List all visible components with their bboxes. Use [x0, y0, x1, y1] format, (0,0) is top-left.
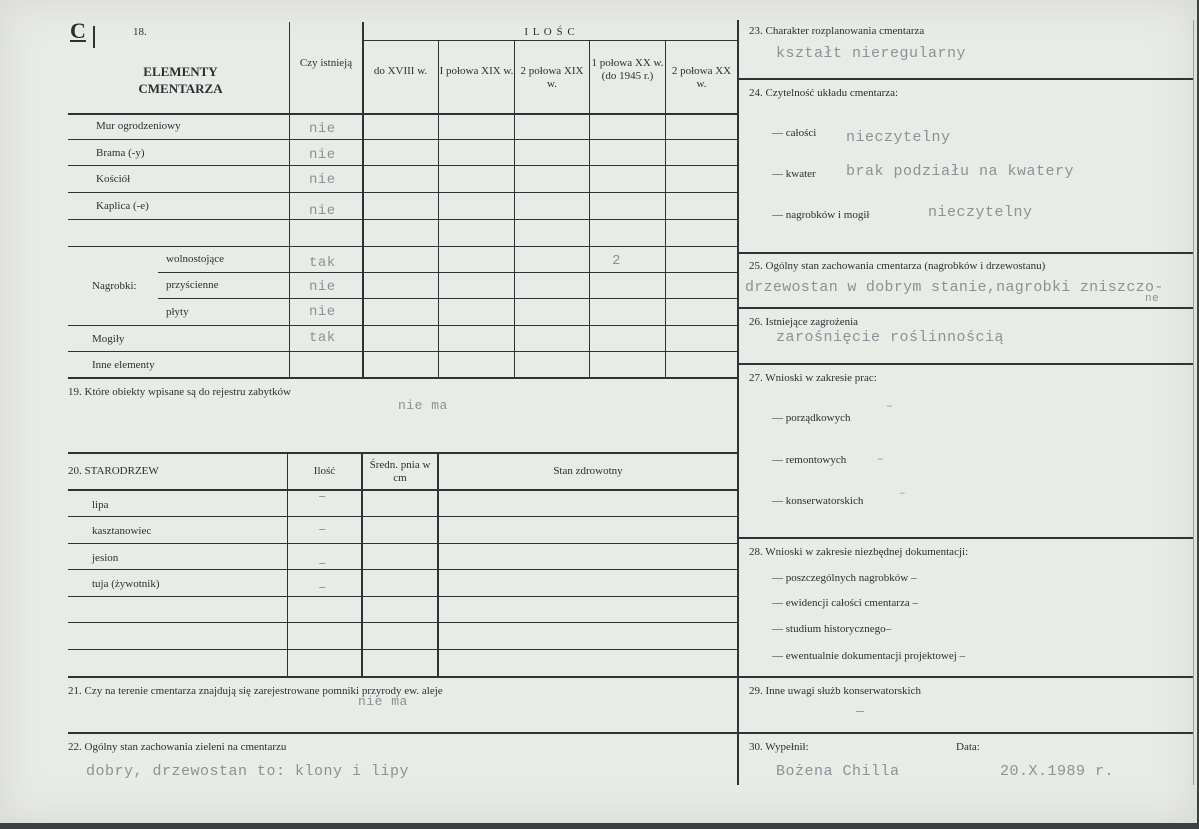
documentation-item: — poszczególnych nagrobków – — [772, 572, 917, 584]
documentation-item: — ewidencji całości cmentarza – — [772, 597, 918, 609]
col-header-4: 1 połowa XX w. (do 1945 r.) — [591, 57, 664, 83]
section-21-value: nie ma — [358, 694, 408, 709]
col-header-3: 2 połowa XIX w. — [520, 65, 584, 91]
tree-row-count: – — [318, 580, 327, 596]
legibility-item-value: nieczytelny — [846, 129, 951, 146]
section-23-label: 23. Charakter rozplanowania cmentarza — [749, 25, 925, 37]
row-exists-value: nie — [309, 304, 336, 320]
card-letter: C — [70, 18, 86, 43]
col-header-5: 2 połowa XX w. — [671, 65, 732, 91]
section-22-value: dobry, drzewostan to: klony i lipy — [86, 763, 410, 780]
documentation-item: — studium historycznego– — [772, 623, 892, 635]
row-exists-value: nie — [309, 203, 336, 219]
tree-row-name: kasztanowiec — [92, 525, 152, 537]
tree-row-count: – — [318, 556, 327, 572]
col-srednica: Średn. pnia w cm — [369, 459, 431, 485]
row-exists-value: tak — [309, 330, 336, 346]
section-20-label: 20. STARODRZEW — [68, 465, 159, 477]
section-18-title: ELEMENTY CMENTARZA — [138, 64, 223, 96]
nagrobki-label: Nagrobki: — [92, 280, 137, 292]
col-header-2: I połowa XIX w. — [439, 65, 514, 77]
section-22-label: 22. Ogólny stan zachowania zieleni na cmentarzu — [68, 741, 287, 753]
section-24-label: 24. Czytelność układu cmentarza: — [749, 87, 899, 99]
section-26-value: zarośnięcie roślinnością — [776, 329, 1005, 346]
legibility-item-label: — całości — [772, 127, 817, 139]
row-exists-value: nie — [309, 121, 336, 137]
filled-by-name: Bożena Chilla — [776, 763, 900, 780]
legibility-item-value: nieczytelny — [928, 204, 1033, 221]
section-25-value: drzewostan w dobrym stanie,nagrobki zniszczo- — [745, 279, 1164, 296]
row-label: Mur ogrodzeniowy — [96, 120, 181, 132]
row-label: wolnostojące — [166, 253, 225, 265]
work-item-dash: – — [886, 401, 894, 413]
documentation-item: — ewentualnie dokumentacji projektowej – — [772, 650, 966, 662]
work-item-dash: – — [877, 454, 885, 466]
row-exists-value: tak — [309, 255, 336, 271]
section-30-label: 30. Wypełnił: — [749, 741, 809, 753]
row-count-value: 2 — [612, 253, 621, 269]
section-27-label: 27. Wnioski w zakresie prac: — [749, 372, 877, 384]
tree-row-name: lipa — [92, 499, 109, 511]
tree-row-name: jesion — [92, 552, 119, 564]
row-label: Kaplica (-e) — [96, 200, 149, 212]
fill-date: 20.X.1989 r. — [1000, 763, 1115, 780]
section-21-label: 21. Czy na terenie cmentarza znajdują się zarejestrowane pomniki przyrody ew. aleje — [68, 685, 443, 697]
col-stan: Stan zdrowotny — [553, 465, 623, 477]
section-25-label: 25. Ogólny stan zachowania cmentarza (nagrobków i drzewostanu) — [749, 260, 1046, 272]
date-label: Data: — [956, 741, 980, 753]
row-label: płyty — [166, 306, 189, 318]
tree-row-count: – — [318, 522, 327, 538]
work-item: — porządkowych — [772, 412, 851, 424]
row-label: Kościół — [96, 173, 131, 185]
section-26-label: 26. Istniejące zagrożenia — [749, 316, 859, 328]
section-23-value: kształt nieregularny — [776, 45, 967, 62]
section-19-label: 19. Które obiekty wpisane są do rejestru zabytków — [68, 386, 291, 398]
section-28-label: 28. Wnioski w zakresie niezbędnej dokumentacji: — [749, 546, 969, 558]
section-29-value: — — [856, 704, 865, 719]
exists-header: Czy istnieją — [299, 57, 353, 69]
section-29-label: 29. Inne uwagi służb konserwatorskich — [749, 685, 921, 697]
row-exists-value: nie — [309, 147, 336, 163]
work-item: — konserwatorskich — [772, 495, 864, 507]
work-item: — remontowych — [772, 454, 847, 466]
ilosc-header: I L O Ś C — [524, 26, 576, 38]
legibility-item-value: brak podziału na kwatery — [846, 163, 1075, 180]
section-19-value: nie ma — [398, 398, 448, 413]
row-label: Brama (-y) — [96, 147, 145, 159]
section-25-value-continued: ne — [1145, 293, 1160, 305]
row-exists-value: nie — [309, 279, 336, 295]
work-item-dash: – — [899, 488, 907, 500]
col-ilosc: Ilość — [313, 465, 336, 477]
legibility-item-label: — nagrobków i mogił — [772, 209, 870, 221]
row-label: przyścienne — [166, 279, 219, 291]
section-18-number: 18. — [133, 26, 147, 38]
row-label: Mogiły — [92, 333, 125, 345]
row-label: Inne elementy — [92, 359, 155, 371]
col-header-1: do XVIII w. — [373, 65, 428, 77]
legibility-item-label: — kwater — [772, 168, 816, 180]
row-exists-value: nie — [309, 172, 336, 188]
tree-row-name: tuja (żywotnik) — [92, 578, 160, 590]
tree-row-count: – — [318, 489, 327, 505]
